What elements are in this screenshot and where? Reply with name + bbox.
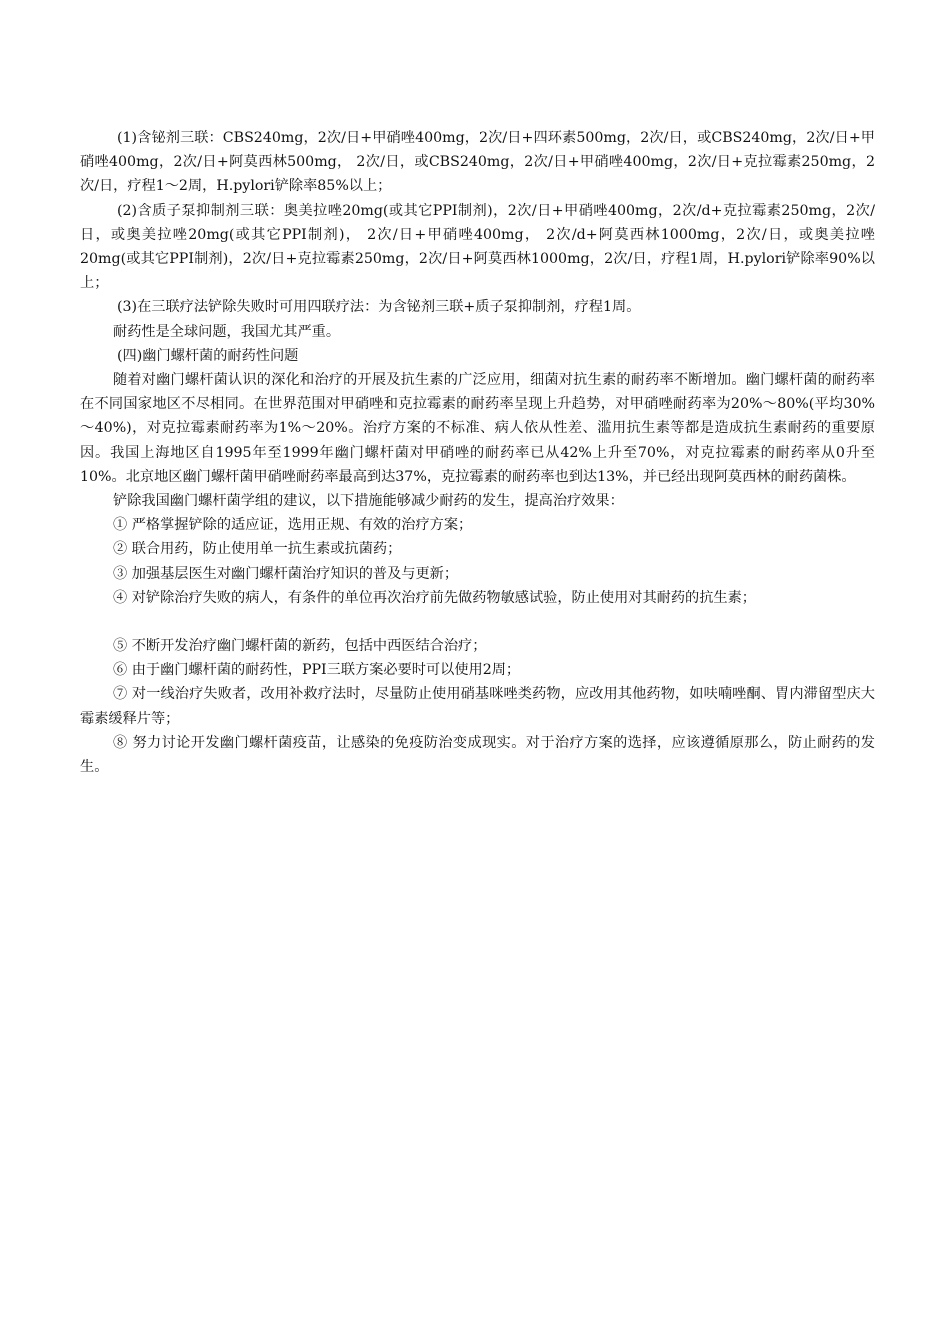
recommendation-intro: 铲除我国幽门螺杆菌学组的建议，以下措施能够减少耐药的发生，提高治疗效果： xyxy=(113,493,624,510)
measure-item-6: ⑥ 由于幽门螺杆菌的耐药性，PPI三联方案必要时可以使用2周； xyxy=(113,662,521,679)
blank-line xyxy=(80,610,875,634)
resistance-note: 耐药性是全球问题，我国尤其严重。 xyxy=(113,323,341,340)
measure-item-8: ⑧ 努力讨论开发幽门螺杆菌疫苗，让感染的免疫防治变成现实。对于治疗方案的选择，应该遵循原那么，防止耐药的发生。 xyxy=(80,734,875,776)
regimen-quadruple: (3)在三联疗法铲除失败时可用四联疗法：为含铋剂三联+质子泵抑制剂，疗程1周。 xyxy=(117,299,641,316)
section-heading: (四)幽门螺杆菌的耐药性问题 xyxy=(117,347,299,364)
measure-item-3: ③ 加强基层医生对幽门螺杆菌治疗知识的普及与更新； xyxy=(113,565,459,582)
resistance-paragraph: 随着对幽门螺杆菌认识的深化和治疗的开展及抗生素的广泛应用，细菌对抗生素的耐药率不断增加。幽门螺杆菌的耐药率在不同国家地区不尽相同。在世界范围对甲硝唑和克拉霉素的耐药率呈现上升趋势，对甲硝唑耐药率为20%～80%(平均30%～40%)，对克拉霉素耐药率为1%～20%。治疗方案的不标准、病人依从性差、滥用抗生素等都是造成抗生素耐药的重要原因。我国上海地区自1995年至1999年幽门螺杆菌对甲硝唑的耐药率已从42%上升至70%，对克拉霉素的耐药率从0升至10%。北京地区幽门螺杆菌甲硝唑耐药率最高到达37%，克拉霉素的耐药率也到达13%，并已经出现阿莫西林的耐药菌株。 xyxy=(80,372,875,485)
measure-item-4: ④ 对铲除治疗失败的病人，有条件的单位再次治疗前先做药物敏感试验，防止使用对其耐药的抗生素； xyxy=(113,589,756,606)
measure-item-5: ⑤ 不断开发治疗幽门螺杆菌的新药，包括中西医结合治疗； xyxy=(113,638,487,655)
measure-item-2: ② 联合用药，防止使用单一抗生素或抗菌药； xyxy=(113,541,402,558)
measure-item-1: ① 严格掌握铲除的适应证，选用正规、有效的治疗方案； xyxy=(113,517,473,534)
measure-item-7: ⑦ 对一线治疗失败者，改用补救疗法时，尽量防止使用硝基咪唑类药物，应改用其他药物，如呋喃唑酮、胃内滞留型庆大霉素缓释片等； xyxy=(80,686,875,727)
regimen-ppi-triple: (2)含质子泵抑制剂三联：奥美拉唑20mg(或其它PPI制剂)，2次/日+甲硝唑400mg，2次/d+克拉霉素250mg，2次/日，或奥美拉唑20mg(或其它PPI制剂)， 2次/日+甲硝唑400mg， 2次/d+阿莫西林1000mg，2次/日，或奥美拉唑20mg(或其它PPI制剂)，2次/日+克拉霉素250mg，2次/日+阿莫西林1000mg，2次/日，疗程1周，H.pylori铲除率90%以上； xyxy=(80,202,875,292)
regimen-bismuth-triple: (1)含铋剂三联：CBS240mg，2次/日+甲硝唑400mg，2次/日+四环素500mg，2次/日，或CBS240mg，2次/日+甲硝唑400mg，2次/日+阿莫西林500mg， 2次/日，或CBS240mg，2次/日+甲硝唑400mg，2次/日+克拉霉素250mg，2次/日，疗程1～2周，H.pylori铲除率85%以上； xyxy=(80,130,875,195)
document-body xyxy=(80,126,875,779)
